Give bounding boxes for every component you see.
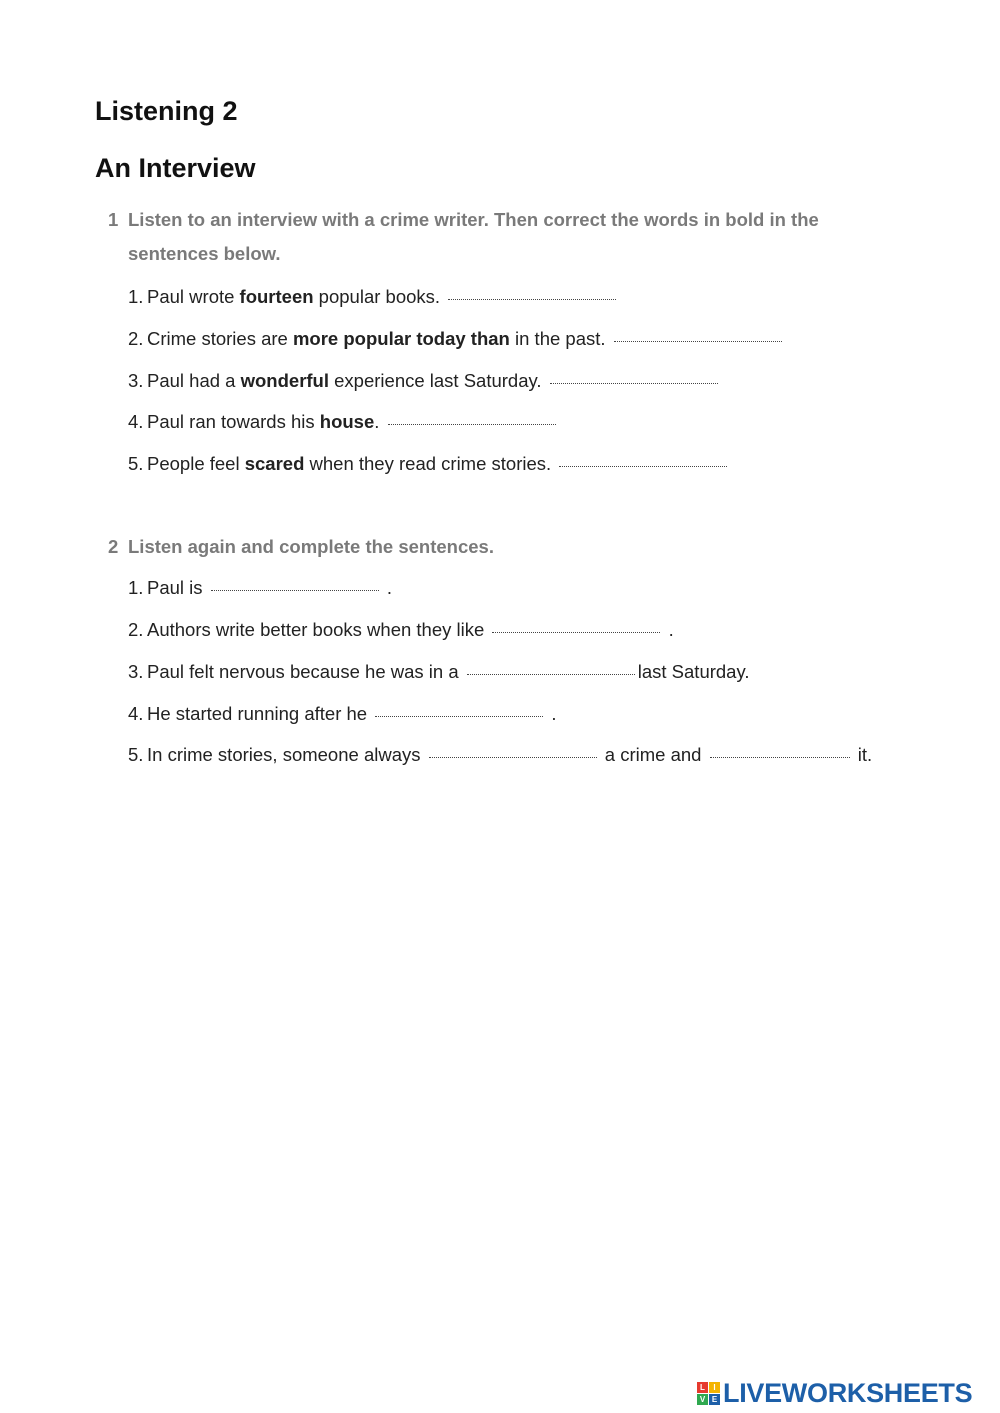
answer-blank[interactable]: [559, 465, 727, 467]
item-number: 5.: [128, 744, 144, 765]
answer-blank[interactable]: [375, 715, 543, 717]
item-number: 3.: [128, 370, 144, 391]
logo-mark-cell: L: [697, 1382, 708, 1393]
list-item: 5. In crime stories, someone always a crime and it.: [128, 742, 872, 768]
logo-mark-cell: E: [709, 1394, 720, 1405]
list-item: 2. Authors write better books when they like .: [128, 617, 674, 643]
answer-blank[interactable]: [448, 298, 616, 300]
answer-blank[interactable]: [211, 589, 379, 591]
section-2-instruction: [108, 530, 898, 564]
logo-text: LIVEWORKSHEETS: [723, 1378, 973, 1408]
logo-mark-cell: V: [697, 1394, 708, 1405]
item-number: 1.: [128, 286, 144, 307]
list-item: 3. Paul felt nervous because he was in a last Saturday.: [128, 659, 750, 685]
section-number: 1: [108, 209, 119, 230]
list-item: 5. People feel scared when they read crime stories.: [128, 451, 730, 477]
item-number: 3.: [128, 661, 144, 682]
item-number: 5.: [128, 453, 144, 474]
worksheet-subtitle: An Interview: [95, 153, 256, 183]
section-number: 2: [108, 536, 119, 557]
logo-mark-cell: I: [709, 1382, 720, 1393]
item-number: 1.: [128, 577, 144, 598]
bold-phrase: wonderful: [240, 370, 329, 391]
bold-phrase: fourteen: [239, 286, 314, 307]
list-item: 2. Crime stories are more popular today than in the past.: [128, 326, 785, 352]
item-number: 2.: [128, 619, 144, 640]
answer-blank[interactable]: [710, 756, 850, 758]
list-item: 1. Paul is .: [128, 575, 392, 601]
bold-phrase: house: [319, 411, 375, 432]
list-item: 1. Paul wrote fourteen popular books.: [128, 284, 619, 310]
answer-blank[interactable]: [429, 756, 597, 758]
list-item: 4. He started running after he .: [128, 701, 557, 727]
bold-phrase: scared: [244, 453, 305, 474]
bold-phrase: more popular today than: [292, 328, 510, 349]
answer-blank[interactable]: [492, 631, 660, 633]
liveworksheets-logo: [697, 1378, 972, 1408]
answer-blank[interactable]: [467, 673, 635, 675]
section-1-instruction: [108, 203, 898, 271]
list-item: 3. Paul had a wonderful experience last Saturday.: [128, 368, 721, 394]
answer-blank[interactable]: [550, 382, 718, 384]
instruction-text: Listen again and complete the sentences.: [128, 536, 494, 557]
answer-blank[interactable]: [614, 340, 782, 342]
answer-blank[interactable]: [388, 423, 556, 425]
item-number: 4.: [128, 411, 144, 432]
worksheet-title: Listening 2: [95, 96, 238, 126]
item-number: 4.: [128, 703, 144, 724]
list-item: 4. Paul ran towards his house.: [128, 409, 559, 435]
item-number: 2.: [128, 328, 144, 349]
logo-mark-icon: [697, 1382, 720, 1405]
instruction-text: Listen to an interview with a crime writer. Then correct the words in bold in the sentences below.: [128, 209, 819, 264]
